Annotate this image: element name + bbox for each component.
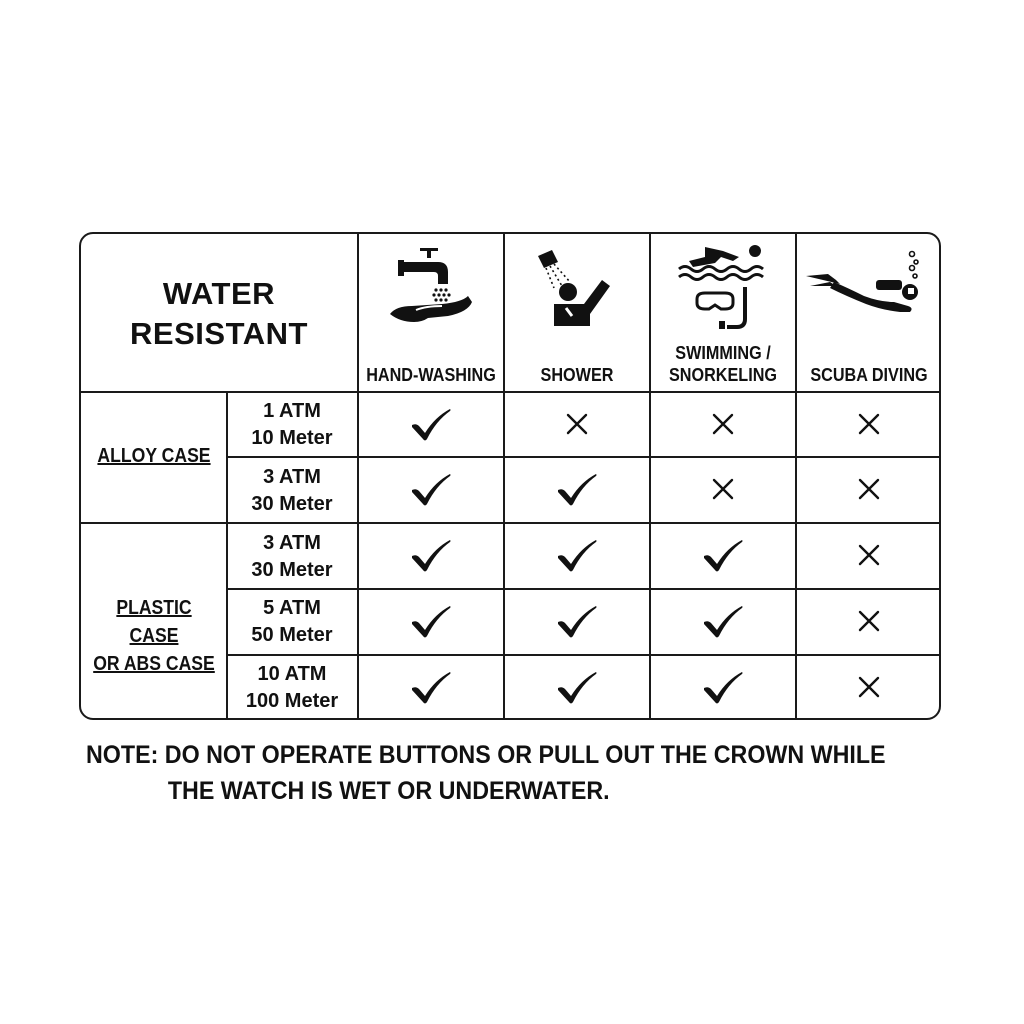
column-label: SHOWER bbox=[540, 365, 614, 385]
water-resistance-table bbox=[79, 232, 941, 720]
check-mark-icon bbox=[650, 589, 796, 653]
scuba-diving-icon bbox=[796, 240, 941, 332]
cross-mark-icon bbox=[504, 392, 650, 456]
hand-washing-icon bbox=[358, 240, 504, 332]
rating-depth: 30 Meter bbox=[251, 559, 333, 581]
rating-depth: 10 Meter bbox=[251, 427, 333, 449]
rating-atm: 1 ATM bbox=[263, 400, 321, 422]
table-title bbox=[81, 274, 357, 354]
column-header-hand-washing bbox=[358, 234, 504, 392]
column-header-shower bbox=[504, 234, 650, 392]
check-mark-icon bbox=[504, 523, 650, 587]
cross-mark-icon bbox=[796, 457, 941, 521]
cross-mark-icon bbox=[650, 457, 796, 521]
check-mark-icon bbox=[650, 655, 796, 719]
cross-mark-icon bbox=[796, 655, 941, 719]
warning-note bbox=[86, 737, 895, 809]
rating-row-5 bbox=[227, 661, 357, 715]
rating-atm: 3 ATM bbox=[263, 532, 321, 554]
rating-row-4 bbox=[227, 595, 357, 649]
rating-row-2 bbox=[227, 464, 357, 518]
swimming-snorkeling-icon bbox=[650, 240, 796, 332]
cross-mark-icon bbox=[650, 392, 796, 456]
column-label: SCUBA DIVING bbox=[810, 365, 928, 385]
title-line-2: RESISTANT bbox=[130, 316, 308, 351]
check-mark-icon bbox=[504, 457, 650, 521]
cross-mark-icon bbox=[796, 392, 941, 456]
cross-mark-icon bbox=[796, 589, 941, 653]
check-mark-icon bbox=[358, 589, 504, 653]
column-label: HAND-WASHING bbox=[366, 365, 496, 385]
rating-atm: 5 ATM bbox=[263, 597, 321, 619]
rating-row-3 bbox=[227, 530, 357, 584]
column-header-scuba bbox=[796, 234, 941, 392]
check-mark-icon bbox=[504, 589, 650, 653]
column-label: SWIMMING / SNORKELING bbox=[668, 343, 777, 385]
group-label-alloy-case: ALLOY CASE bbox=[97, 445, 211, 467]
shower-icon bbox=[504, 240, 650, 332]
check-mark-icon bbox=[358, 523, 504, 587]
rating-atm: 10 ATM bbox=[257, 663, 327, 685]
check-mark-icon bbox=[650, 523, 796, 587]
check-mark-icon bbox=[504, 655, 650, 719]
column-header-swimming bbox=[650, 234, 796, 392]
check-mark-icon bbox=[358, 392, 504, 456]
cross-mark-icon bbox=[796, 523, 941, 587]
title-line-1: WATER bbox=[162, 276, 276, 311]
note-line-2: THE WATCH IS WET OR UNDERWATER. bbox=[167, 777, 610, 805]
check-mark-icon bbox=[358, 655, 504, 719]
rating-atm: 3 ATM bbox=[263, 466, 321, 488]
group-label-plastic-case: PLASTIC CASE OR ABS CASE bbox=[93, 597, 215, 675]
rating-depth: 30 Meter bbox=[251, 493, 333, 515]
rating-row-1 bbox=[227, 398, 357, 452]
rating-depth: 100 Meter bbox=[245, 690, 339, 712]
note-line-1: NOTE: DO NOT OPERATE BUTTONS OR PULL OUT THE CROWN WHILE bbox=[86, 741, 886, 769]
check-mark-icon bbox=[358, 457, 504, 521]
rating-depth: 50 Meter bbox=[251, 624, 333, 646]
